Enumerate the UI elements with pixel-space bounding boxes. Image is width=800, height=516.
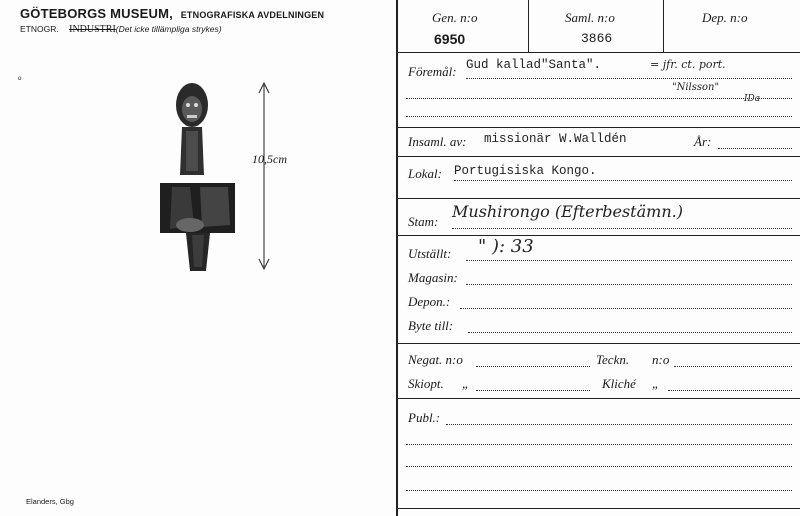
skiopt-rule	[398, 398, 800, 399]
lokal-label: Lokal:	[408, 166, 442, 181]
foremal-note: = jfr. ct. port.	[650, 58, 726, 71]
department-name: ETNOGRAFISKA AVDELNINGEN	[180, 10, 325, 20]
negat-label: Negat. n:o	[408, 352, 463, 367]
depon-label: Depon.:	[408, 294, 451, 309]
museum-name: GÖTEBORGS MUSEUM,	[20, 6, 173, 21]
section-label: ETNOGR.	[20, 24, 59, 34]
ar-label: År:	[694, 134, 712, 149]
publ-dotline-2	[406, 444, 792, 445]
museum-header	[20, 6, 324, 21]
struck-word: INDUSTRI	[69, 24, 116, 35]
stam-rule	[398, 235, 800, 236]
publ-label: Publ.:	[408, 410, 441, 425]
kliche-dotline	[668, 390, 792, 391]
byte-rule	[398, 343, 800, 344]
utstallt-dotline	[466, 260, 792, 261]
magasin-label: Magasin:	[408, 270, 458, 285]
kliche-label: Kliché	[602, 376, 636, 391]
teckn-label: Teckn.	[596, 352, 630, 367]
depon-dotline	[460, 308, 792, 309]
figure-sketch	[150, 75, 310, 285]
skiopt-mark: „	[462, 376, 470, 391]
measurement-label: 10,5cm	[252, 152, 287, 166]
foremal-label: Föremål:	[408, 64, 457, 79]
header-rule	[398, 52, 800, 53]
foremal-dotline-3	[406, 116, 792, 117]
foremal-value: Gud kallad"Santa".	[466, 58, 602, 72]
publ-dotline-4	[406, 490, 792, 491]
saml-cell	[529, 0, 664, 52]
foremal-dotline	[466, 78, 792, 79]
byte-label: Byte till:	[408, 318, 454, 333]
insaml-value: missionär W.Walldén	[484, 132, 627, 146]
stam-dotline	[452, 228, 792, 229]
printer-credit: Elanders, Gbg	[26, 497, 74, 506]
saml-label: Saml. n:o	[565, 10, 615, 25]
foremal-note3: IDa	[744, 94, 761, 104]
foremal-note2: "Nilsson"	[672, 82, 720, 93]
foremal-rule	[398, 127, 800, 128]
card-divider	[396, 0, 398, 516]
insaml-rule	[398, 156, 800, 157]
foremal-dotline-2	[406, 98, 792, 99]
skiopt-label: Skiopt.	[408, 376, 444, 391]
dep-label: Dep. n:o	[702, 10, 748, 25]
utstallt-label: Utställt:	[408, 246, 452, 261]
skiopt-dotline	[476, 390, 590, 391]
stam-value: Mushirongo (Efterbestämn.)	[452, 202, 683, 221]
bottom-rule	[398, 508, 800, 509]
lokal-value: Portugisiska Kongo.	[454, 164, 597, 178]
struck-note: (Det icke tillämpliga strykes)	[115, 24, 222, 34]
insaml-label: Insaml. av:	[408, 134, 467, 149]
lokal-dotline	[454, 180, 792, 181]
corner-mark: ᵒ	[18, 74, 22, 84]
gen-cell	[398, 0, 529, 52]
byte-dotline	[468, 332, 792, 333]
magasin-dotline	[466, 284, 792, 285]
publ-dotline	[446, 424, 792, 425]
teckn-dotline	[674, 366, 792, 367]
teckn-no-label: n:o	[652, 352, 670, 367]
kliche-mark: „	[652, 376, 660, 391]
negat-dotline	[476, 366, 590, 367]
gen-value: 6950	[434, 31, 466, 47]
lokal-rule	[398, 198, 800, 199]
section-line	[20, 24, 222, 35]
dep-cell	[664, 0, 799, 52]
stam-label: Stam:	[408, 214, 439, 229]
gen-label: Gen. n:o	[432, 10, 478, 25]
publ-dotline-3	[406, 466, 792, 467]
saml-value: 3866	[581, 31, 613, 46]
ar-dotline	[718, 148, 792, 149]
utstallt-value: " ): 33	[478, 236, 534, 257]
